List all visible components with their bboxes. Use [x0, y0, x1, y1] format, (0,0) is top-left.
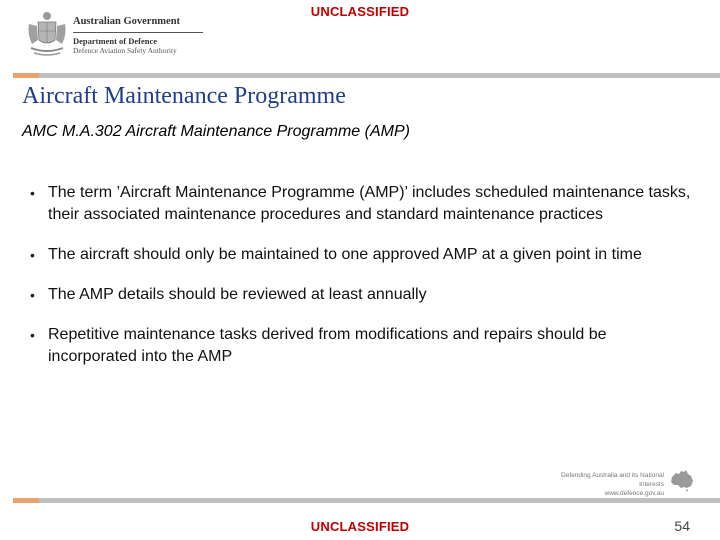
bullet-icon: • — [30, 327, 35, 343]
footer-url: www.defence.gov.au — [604, 490, 664, 497]
bullet-icon: • — [30, 185, 35, 201]
footer-tagline: Defending Australia and its National Interests — [561, 472, 664, 488]
bullet-text: The term ’Aircraft Maintenance Programme (AMP)’ includes scheduled maintenance tasks, their associated maintenance procedures and standard maintenance practices — [48, 184, 691, 223]
header-divider-accent — [13, 73, 39, 78]
footer-divider-accent — [13, 498, 39, 503]
bullet-text: The AMP details should be reviewed at least annually — [48, 286, 427, 303]
slide-title: Aircraft Maintenance Programme — [22, 83, 346, 109]
bullet-icon: • — [30, 247, 35, 263]
bullet-text: The aircraft should only be maintained to one approved AMP at a given point in time — [48, 246, 642, 263]
classification-marking-top: UNCLASSIFIED — [310, 4, 410, 19]
coat-of-arms-icon — [26, 10, 68, 58]
bullet-text: Repetitive maintenance tasks derived from modifications and repairs should be incorporated into the AMP — [48, 326, 607, 365]
bullet-icon: • — [30, 287, 35, 303]
footer-divider-bar — [13, 498, 720, 503]
australia-map-icon — [669, 468, 695, 492]
bullet-item — [22, 244, 692, 266]
page-number: 54 — [674, 518, 690, 534]
footer-logo-text — [538, 471, 664, 498]
bullet-item — [22, 182, 692, 226]
logo-government-name: Australian Government — [73, 16, 181, 27]
classification-marking-bottom: UNCLASSIFIED — [310, 519, 410, 534]
logo-authority-name: Defence Aviation Safety Authority — [73, 46, 177, 55]
slide-subtitle: AMC M.A.302 Aircraft Maintenance Programme (AMP) — [22, 123, 410, 140]
logo-text — [73, 15, 233, 56]
logo-divider — [73, 32, 203, 33]
australian-government-logo — [26, 10, 191, 60]
header-divider-bar — [13, 73, 720, 78]
defence-footer-logo — [538, 468, 698, 497]
bullet-item — [22, 324, 692, 368]
logo-department-name: Department of Defence — [73, 36, 158, 46]
bullet-item — [22, 284, 692, 306]
bullet-list — [22, 182, 692, 386]
